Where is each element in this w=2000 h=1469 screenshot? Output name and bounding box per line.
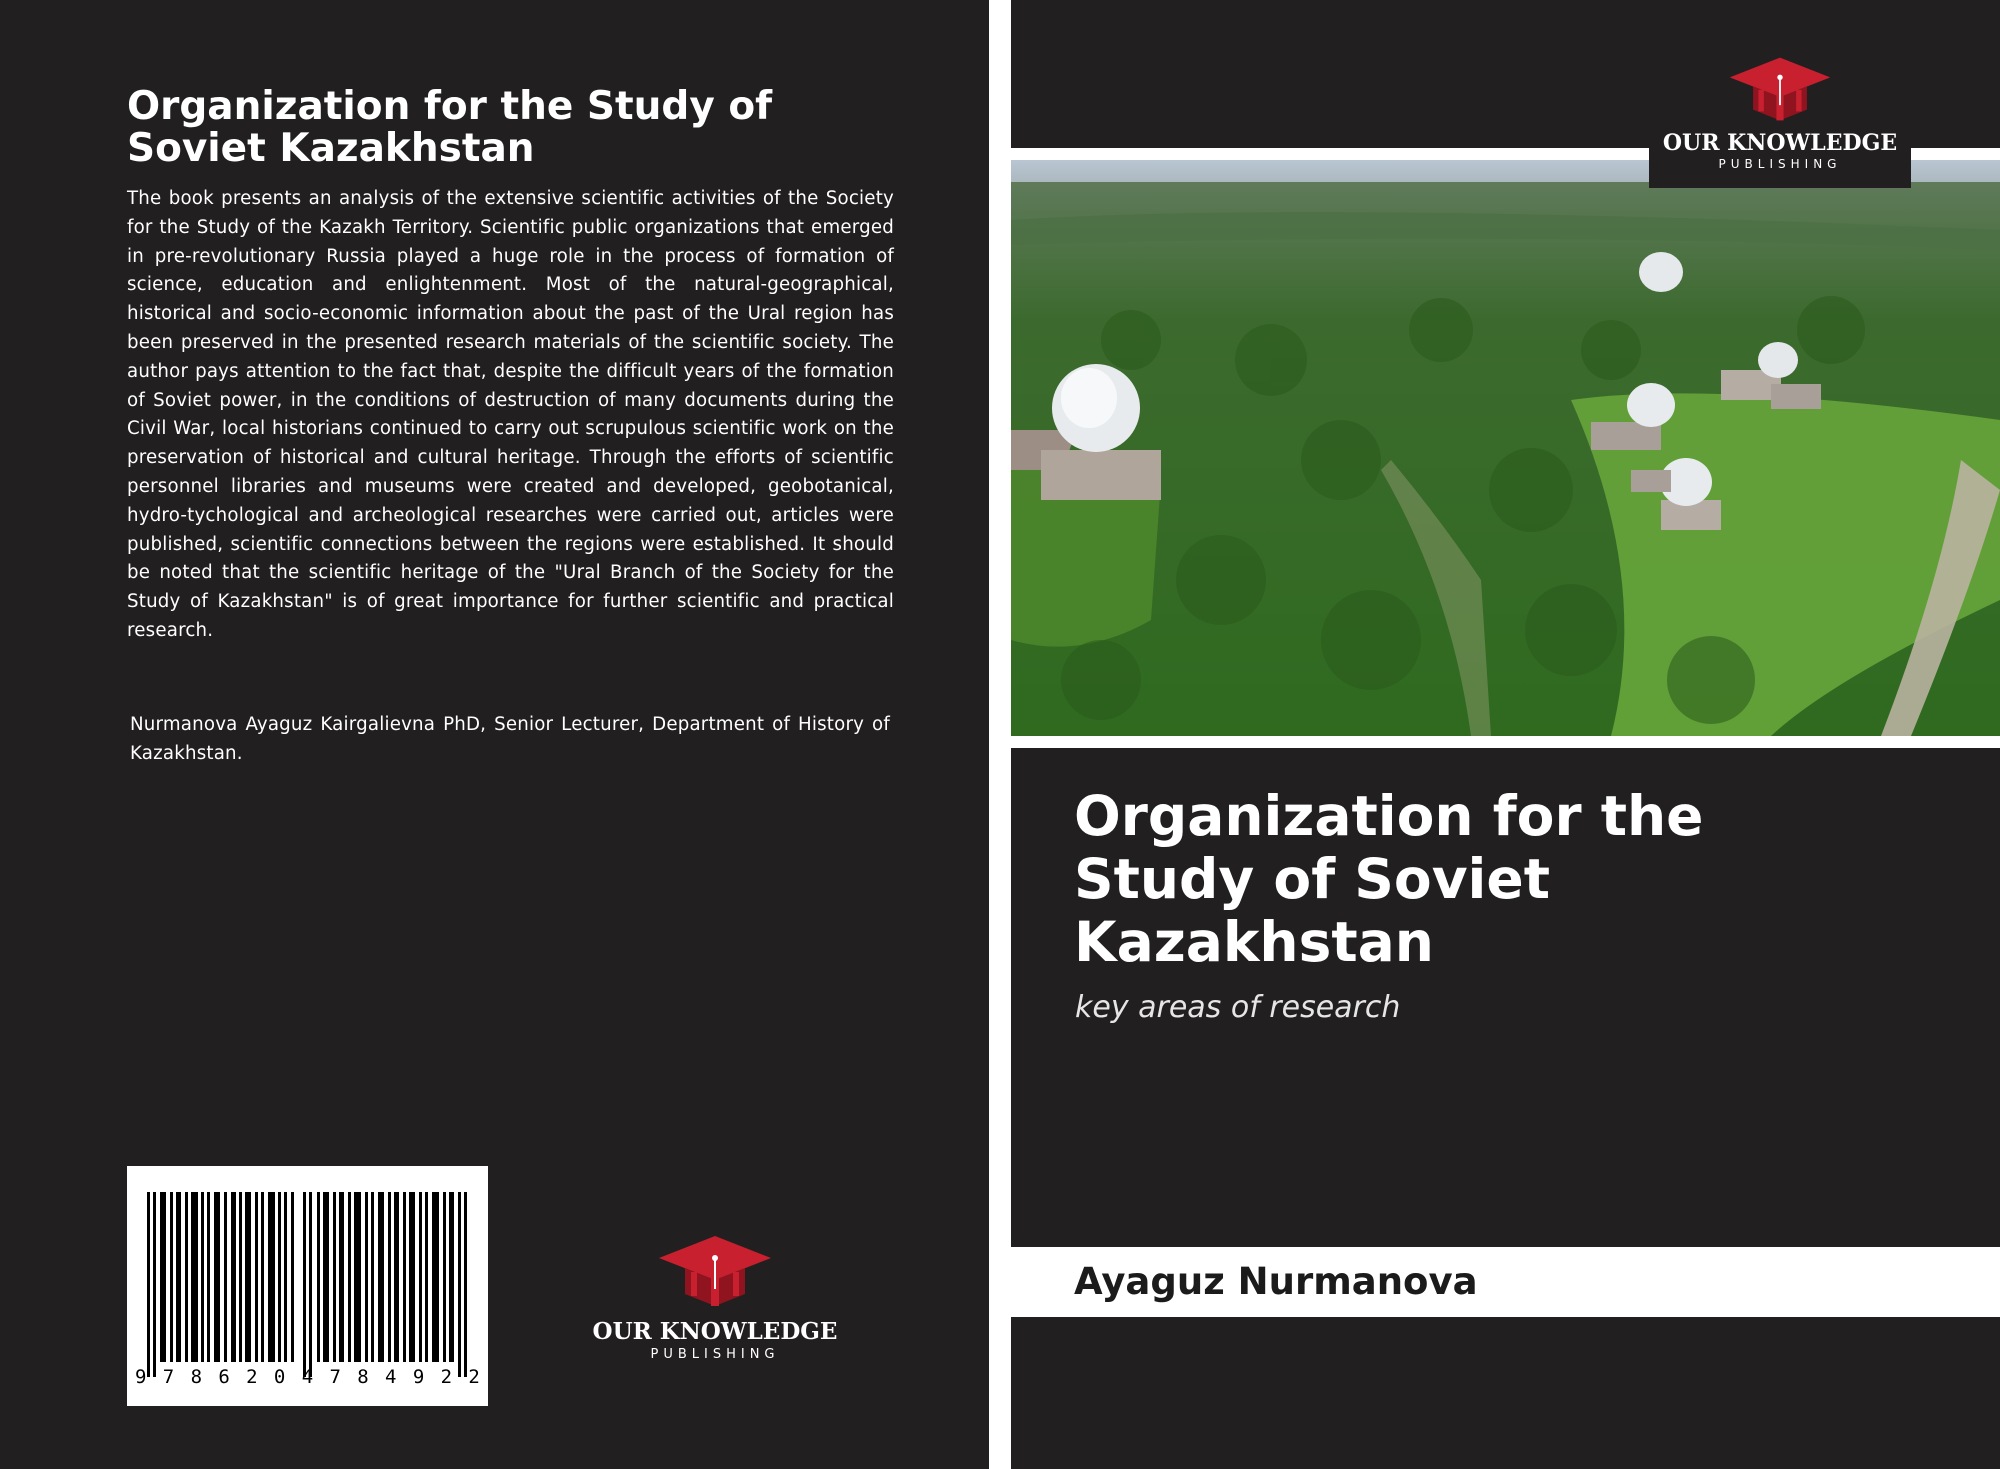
back-publisher-name: OUR KNOWLEDGE	[592, 1318, 838, 1345]
back-cover-description: The book presents an analysis of the extensive scientific activities of the Society for the Study of the Kazakh Territory. Scientific public organizations that emerged in pre-revolutionary Russia played a huge role in the process of formation of science, education and enlightenment. Most of the natural-geographical, historical and socio-economic information about the past of the Ural region has been preserved in the presented research materials of the scientific society. The author pays attention to the fact that, despite the difficult years of the formation of Soviet power, in the conditions of destruction of many documents during the Civil War, local historians continued to carry out scrupulous scientific work on the preservation of historical and cultural heritage. Through the efforts of scientific personnel libraries and museums were created and developed, geobotanical, hydro-tychological and archeological researches were carried out, articles were published, scientific connections between the regions were established. It should be noted that the scientific heritage of the "Ural Branch of the Society for the Study of Kazakhstan" is of great importance for further scientific and practical research.	[127, 188, 894, 641]
isbn-barcode	[127, 1166, 488, 1406]
graduation-cap-logo-icon	[1725, 54, 1835, 124]
barcode-digit: 2	[468, 1366, 480, 1388]
front-cover-author: Ayaguz Nurmanova	[1074, 1260, 1478, 1303]
back-publisher-logo	[590, 1232, 840, 1362]
back-publisher-sub: PUBLISHING	[650, 1347, 780, 1362]
front-cover-title: Organization for the Study of Soviet Kazakhstan	[1074, 784, 1704, 974]
front-publisher-name: OUR KNOWLEDGE	[1662, 130, 1898, 156]
front-publisher-logo	[1649, 30, 1911, 188]
barcode-digit: 2	[246, 1366, 258, 1388]
graduation-cap-logo-icon	[655, 1232, 775, 1310]
barcode-digit: 2	[440, 1366, 453, 1388]
back-cover-author-bio: Nurmanova Ayaguz Kairgalievna PhD, Senior Lecturer, Department of History of Kazakhstan.	[130, 714, 890, 764]
front-publisher-sub: PUBLISHING	[1718, 157, 1842, 171]
barcode-digit: 6	[218, 1366, 230, 1388]
barcode-digit: 8	[190, 1366, 203, 1388]
barcode-digit: 9	[135, 1366, 147, 1388]
front-bottom-band	[1011, 1317, 2000, 1469]
barcode-digit: 0	[273, 1366, 286, 1388]
front-cover	[1011, 0, 2000, 1469]
back-cover	[0, 0, 989, 1469]
barcode-digit: 7	[162, 1366, 175, 1388]
barcode-digit: 8	[357, 1366, 369, 1388]
barcode-digit: 7	[329, 1366, 341, 1388]
barcode-digits	[135, 1366, 480, 1388]
barcode-digit: 9	[412, 1366, 425, 1388]
back-cover-title: Organization for the Study of Soviet Kazakhstan	[127, 84, 773, 171]
barcode-digit: 4	[301, 1366, 314, 1388]
front-cover-subtitle: key areas of research	[1075, 990, 1401, 1025]
cover-photo-aerial-forest	[1011, 160, 2000, 736]
barcode-digit: 4	[385, 1366, 397, 1388]
